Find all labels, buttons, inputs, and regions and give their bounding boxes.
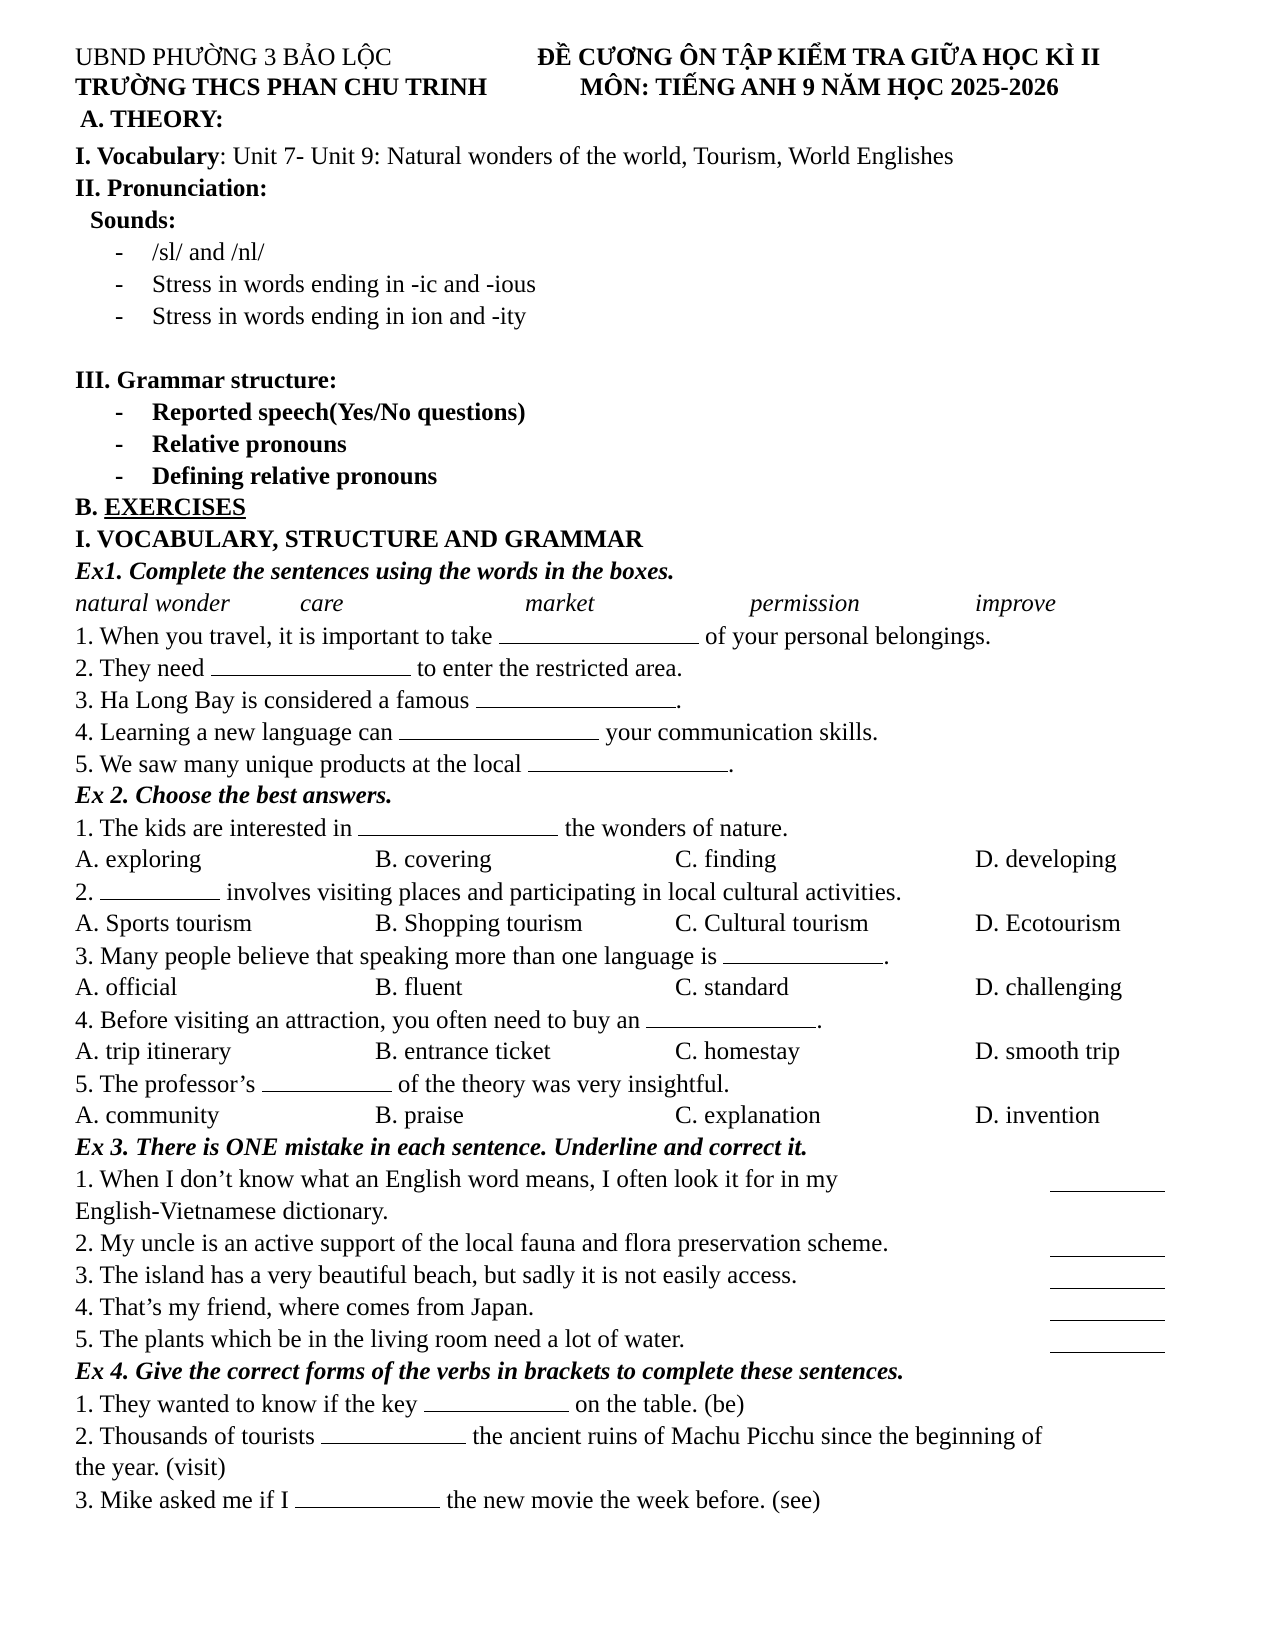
ex3-question-5: 5. The plants which be in the living room need a lot of water.: [75, 1326, 685, 1353]
ex2-question-5: 5. The professor’s of the theory was very insightful.: [75, 1071, 730, 1098]
ex1-title: Ex1. Complete the sentences using the words in the boxes.: [75, 558, 675, 585]
header-left-line2: TRƯỜNG THCS PHAN CHU TRINH: [75, 74, 488, 101]
option-d[interactable]: D. smooth trip: [975, 1038, 1121, 1065]
option-d[interactable]: D. developing: [975, 846, 1117, 873]
word-box-item: market: [525, 590, 595, 617]
grammar-heading: III. Grammar structure:: [75, 367, 338, 394]
option-a[interactable]: A. trip itinerary: [75, 1038, 232, 1065]
ex3-question-2: 2. My uncle is an active support of the local fauna and flora preservation scheme.: [75, 1230, 889, 1257]
vocabulary-label: I. Vocabulary: [75, 143, 220, 170]
ex2-question-2: 2. involves visiting places and participating in local cultural activities.: [75, 879, 902, 906]
option-b[interactable]: B. praise: [375, 1102, 464, 1129]
ex2-question-3: 3. Many people believe that speaking more than one language is .: [75, 943, 890, 970]
word-box-item: natural wonder: [75, 590, 230, 617]
exercises-heading: B. EXERCISES: [75, 494, 246, 521]
ex4-question-2-cont: the year. (visit): [75, 1454, 226, 1481]
correction-blank[interactable]: [1050, 1352, 1165, 1353]
answer-blank[interactable]: [499, 621, 699, 644]
pronunciation-heading: II. Pronunciation:: [75, 175, 268, 202]
ex2-question-1: 1. The kids are interested in the wonders of nature.: [75, 815, 789, 842]
option-c[interactable]: C. homestay: [675, 1038, 800, 1065]
ex3-question-4: 4. That’s my friend, where comes from Japan.: [75, 1294, 535, 1321]
answer-blank[interactable]: [399, 717, 599, 740]
correction-blank[interactable]: [1050, 1256, 1165, 1257]
option-b[interactable]: B. Shopping tourism: [375, 910, 583, 937]
option-b[interactable]: B. covering: [375, 846, 492, 873]
header-left-line1: UBND PHƯỜNG 3 BẢO LỘC: [75, 44, 392, 71]
answer-blank[interactable]: [100, 877, 220, 900]
answer-blank[interactable]: [262, 1069, 392, 1092]
ex1-question-4: 4. Learning a new language can your communication skills.: [75, 719, 879, 746]
correction-blank[interactable]: [1050, 1191, 1165, 1192]
ex1-question-1: 1. When you travel, it is important to take of your personal belongings.: [75, 623, 992, 650]
document-page: UBND PHƯỜNG 3 BẢO LỘC TRƯỜNG THCS PHAN CHU TRINH ĐỀ CƯƠNG ÔN TẬP KIỂM TRA GIỮA HỌC KÌ II MÔN: TIẾNG ANH 9 NĂM HỌC 2025-2026 A. THEORY: I. Vocabulary: Unit 7- Unit 9: Natural wonders of the world, Tourism, World Englishes II. Pronunciation: Sounds: - /sl/ and /nl/ - Stress in words ending in -ic and -ious - Stress in words ending in ion and -ity III. Grammar structure: - Reported speech(Yes/No questions) - Relative pronouns - Defining relative pronouns B. EXERCISES I. VOCABULARY, STRUCTURE AND GRAMMAR Ex1. Complete the sentences using the words in the boxes. natural wonder care market permission improve 1. When you travel, it is important to take of your personal belongings. 2. They need to enter the restricted area. 3. Ha Long Bay is considered a famous . 4. Learning a new language can your communication skills. 5. We saw many unique products at the local . Ex 2. Choose the best answers. 1. The kids are interested in the wonders of nature. A. exploring B. covering C. finding D. developing 2. involves visiting places and participating in local cultural activities. A. Sports tourism B. Shopping tourism C. Cultural tourism D. Ecotourism 3. Many people believe that speaking more than one language is . A. official B. fluent C. standard D. challenging 4. Before visiting an attraction, you often need to buy an . A. trip itinerary B. entrance ticket C. homestay D. smooth trip 5. The professor’s of the theory was very insightful. A. community B. praise C. explanation D. invention Ex 3. There is ONE mistake in each sentence. Underline and correct it. 1. When I don’t know what an English word means, I often look it for in my English-Vietnamese dictionary. 2. My uncle is an active support of the local fauna and flora preservation scheme. 3. The island has a very beautiful beach, but sadly it is not easily access. 4. That’s my friend, where comes from Japan. 5. The plants which be in the living room need a lot of water. Ex 4. Give the correct forms of the verbs in brackets to complete these sentences. 1. They wanted to know if the key on the table. (be) 2. Thousands of tourists the ancient ruins of Machu Picchu since the beginning of the year. (visit) 3. Mike asked me if I the new movie the week before. (see): [0, 0, 1275, 1650]
ex3-title: Ex 3. There is ONE mistake in each sentence. Underline and correct it.: [75, 1134, 808, 1161]
option-b[interactable]: B. fluent: [375, 974, 463, 1001]
ex1-question-2: 2. They need to enter the restricted area.: [75, 655, 683, 682]
ex1-question-5: 5. We saw many unique products at the local .: [75, 751, 735, 778]
ex1-question-3: 3. Ha Long Bay is considered a famous .: [75, 687, 682, 714]
correction-blank[interactable]: [1050, 1320, 1165, 1321]
answer-blank[interactable]: [211, 653, 411, 676]
option-d[interactable]: D. challenging: [975, 974, 1123, 1001]
option-c[interactable]: C. finding: [675, 846, 777, 873]
answer-blank[interactable]: [295, 1485, 440, 1508]
option-a[interactable]: A. official: [75, 974, 178, 1001]
ex2-question-4: 4. Before visiting an attraction, you often need to buy an .: [75, 1007, 823, 1034]
option-a[interactable]: A. community: [75, 1102, 220, 1129]
option-a[interactable]: A. Sports tourism: [75, 910, 253, 937]
option-d[interactable]: D. Ecotourism: [975, 910, 1121, 937]
vocabulary-line: [75, 142, 954, 172]
ex3-question-1-cont: English-Vietnamese dictionary.: [75, 1198, 389, 1225]
answer-blank[interactable]: [476, 685, 676, 708]
answer-blank[interactable]: [723, 941, 883, 964]
answer-blank[interactable]: [321, 1421, 466, 1444]
option-c[interactable]: C. explanation: [675, 1102, 821, 1129]
ex3-question-1: 1. When I don’t know what an English word means, I often look it for in my: [75, 1166, 838, 1193]
option-b[interactable]: B. entrance ticket: [375, 1038, 551, 1065]
ex4-question-3: 3. Mike asked me if I the new movie the week before. (see): [75, 1487, 821, 1514]
word-box-item: improve: [975, 590, 1056, 617]
header-right-line1: ĐỀ CƯƠNG ÔN TẬP KIỂM TRA GIỮA HỌC KÌ II: [537, 44, 1101, 71]
sounds-label: Sounds:: [90, 207, 177, 234]
word-box-item: care: [300, 590, 344, 617]
ex4-title: Ex 4. Give the correct forms of the verbs in brackets to complete these sentences.: [75, 1358, 905, 1385]
ex3-question-3: 3. The island has a very beautiful beach, but sadly it is not easily access.: [75, 1262, 798, 1289]
option-c[interactable]: C. Cultural tourism: [675, 910, 869, 937]
option-d[interactable]: D. invention: [975, 1102, 1100, 1129]
option-c[interactable]: C. standard: [675, 974, 789, 1001]
answer-blank[interactable]: [646, 1005, 816, 1028]
answer-blank[interactable]: [528, 749, 728, 772]
option-a[interactable]: A. exploring: [75, 846, 202, 873]
ex4-question-1: 1. They wanted to know if the key on the table. (be): [75, 1391, 745, 1418]
ex4-question-2: 2. Thousands of tourists the ancient ruins of Machu Picchu since the beginning of: [75, 1423, 1043, 1450]
ex2-title: Ex 2. Choose the best answers.: [75, 782, 393, 809]
theory-heading: A. THEORY:: [80, 106, 224, 133]
word-box-item: permission: [750, 590, 860, 617]
header-right-line2: MÔN: TIẾNG ANH 9 NĂM HỌC 2025-2026: [580, 74, 1059, 101]
answer-blank[interactable]: [358, 813, 558, 836]
answer-blank[interactable]: [424, 1389, 569, 1412]
correction-blank[interactable]: [1050, 1288, 1165, 1289]
vocabulary-text: : Unit 7- Unit 9: Natural wonders of the world, Tourism, World Englishes: [219, 143, 954, 170]
section1-heading: I. VOCABULARY, STRUCTURE AND GRAMMAR: [75, 526, 644, 553]
